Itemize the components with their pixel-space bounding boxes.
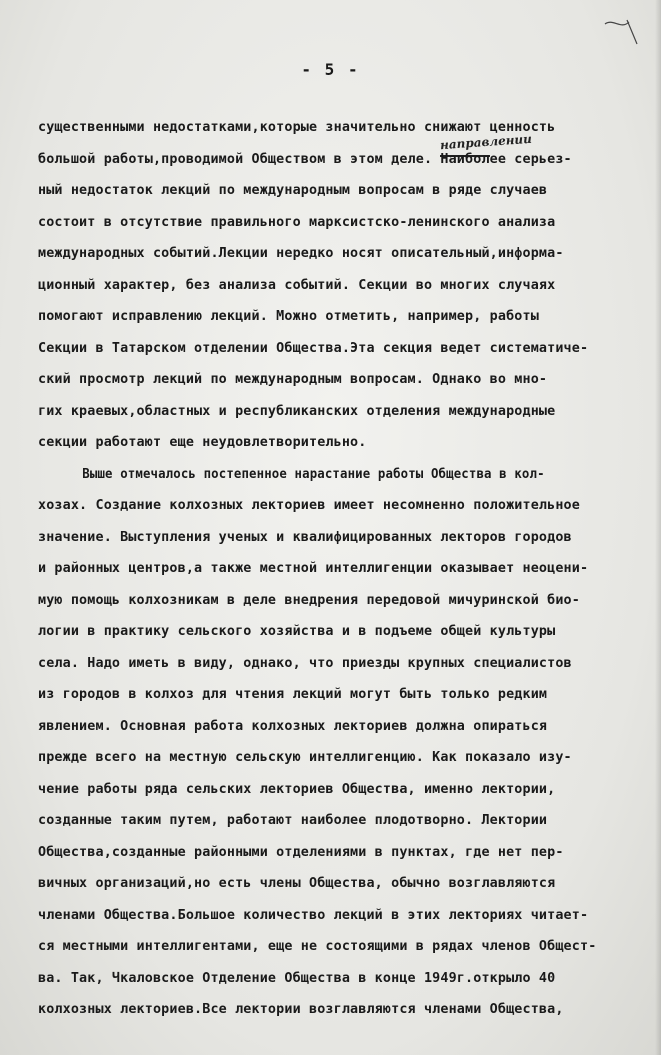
text-line: членами Общества.Большое количество лекций в этих лекториях читает- bbox=[38, 907, 589, 923]
text-line: ва. Так, Чкаловское Отделение Общества в конце 1949г.открыло 40 bbox=[38, 970, 556, 986]
text-line: логии в практику сельского хозяйства и в подъеме общей культуры bbox=[38, 624, 556, 639]
text-line: мую помощь колхозникам в деле внедрения передовой мичуринской био- bbox=[38, 592, 580, 608]
text-line: хозах. Создание колхозных лекториев имеет несомненно положительное bbox=[38, 498, 580, 513]
text-line: значение. Выступления ученых и квалифицированных лекторов городов bbox=[38, 529, 572, 545]
paragraph bbox=[38, 459, 658, 1026]
text-line: созданные таким путем, работают наиболее плодотворно. Лектории bbox=[38, 813, 548, 828]
text-line: колхозных лекториев.Все лектории возглавляются членами Общества, bbox=[38, 1002, 564, 1017]
text-line: ционный характер, без анализа событий. Секции во многих случаях bbox=[38, 277, 556, 293]
text-line: Общества,созданные районными отделениями в пунктах, где нет пер- bbox=[38, 844, 564, 860]
pencil-mark-icon bbox=[599, 14, 643, 54]
text-line: прежде всего на местную сельскую интеллигенцию. Как показало изу- bbox=[38, 750, 572, 765]
typed-body-text bbox=[38, 112, 658, 1026]
text-line: и районных центров,а также местной интеллигенции оказывает неоцени- bbox=[38, 561, 589, 576]
text-line: гих краевых,областных и республиканских отделения международные bbox=[38, 403, 556, 419]
text-line: села. Надо иметь в виду, однако, что приезды крупных специалистов bbox=[38, 655, 572, 671]
text-line: чение работы ряда сельских лекториев Общества, именно лектории, bbox=[38, 781, 556, 797]
page-number: - 5 - bbox=[301, 60, 360, 79]
text-line: секции работают еще неудовлетворительно. bbox=[38, 435, 367, 450]
text-line: ный недостаток лекций по международным вопросам в ряде случаев bbox=[38, 183, 548, 198]
text-line: Секции в Татарском отделении Общества.Эта секция ведет систематиче- bbox=[38, 340, 589, 356]
paragraph bbox=[38, 112, 658, 459]
text-line: существенными недостатками,которые значительно снижают ценность bbox=[38, 120, 556, 135]
text-line: помогают исправлению лекций. Можно отметить, например, работы bbox=[38, 309, 539, 324]
text-line: международных событий.Лекции нередко носят описательный,информа- bbox=[38, 246, 564, 261]
handwritten-insertion: направлении bbox=[439, 131, 533, 153]
text-line: ский просмотр лекций по международным вопросам. Однако во мно- bbox=[38, 372, 548, 387]
text-line: Выше отмечалось постепенное нарастание работы Общества в кол- bbox=[82, 466, 545, 482]
text-line: большой работы,проводимой Обществом в этом деле. Наиболее серьез- bbox=[38, 151, 572, 167]
text-line: вичных организаций,но есть члены Общества, обычно возглавляются bbox=[38, 876, 556, 891]
text-line: состоит в отсутствие правильного марксистско-ленинского анализа bbox=[38, 214, 556, 230]
text-line: из городов в колхоз для чтения лекций могут быть только редким bbox=[38, 687, 548, 702]
text-line: явлением. Основная работа колхозных лекториев должна опираться bbox=[38, 718, 548, 734]
text-line: ся местными интеллигентами, еще не состоящими в рядах членов Общест- bbox=[38, 939, 597, 954]
